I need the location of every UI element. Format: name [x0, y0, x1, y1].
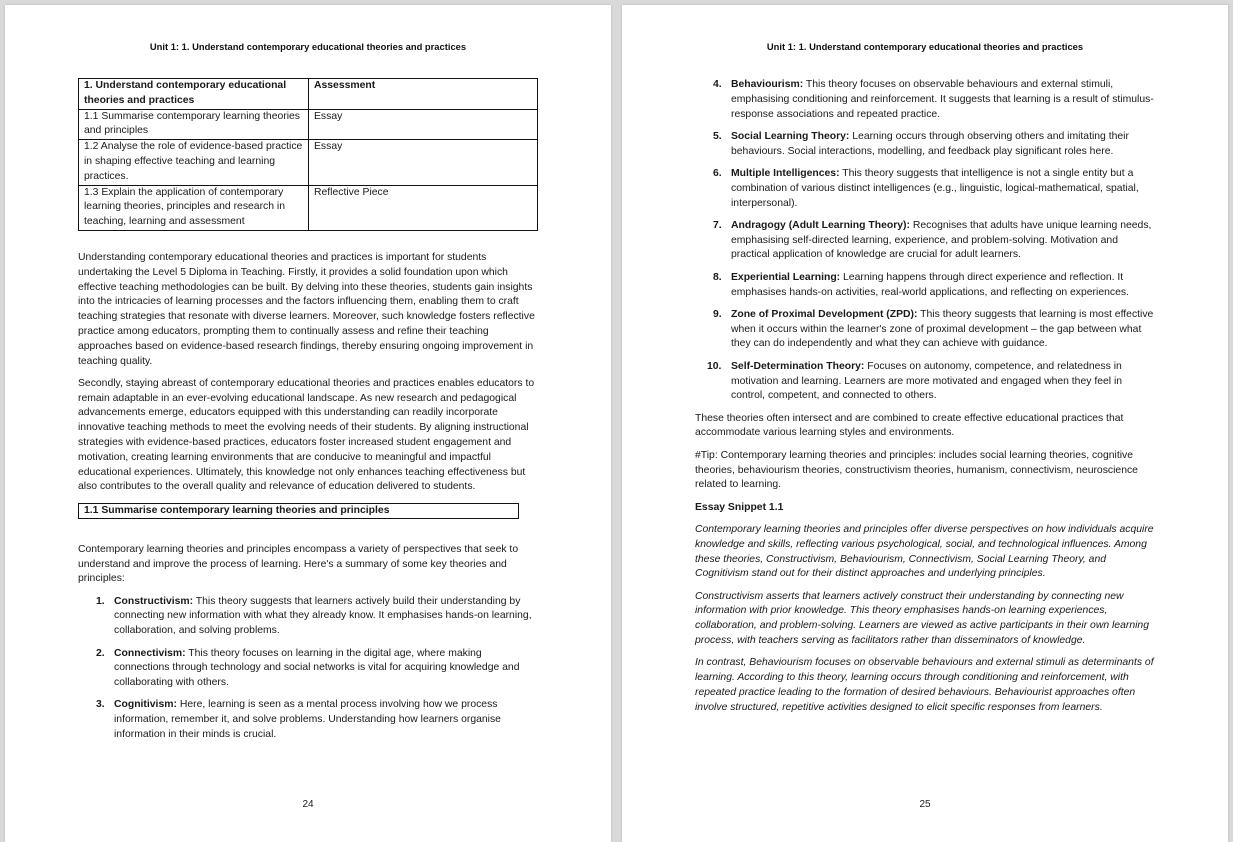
list-number: 6. — [713, 167, 722, 179]
list-number: 10. — [707, 360, 722, 372]
table-cell: Essay — [309, 140, 538, 185]
theory-text: Focuses on autonomy, competence, and relatedness in motivation and learning. Learners are more motivated and engaged when they feel in control, competent, and connected to others. — [731, 360, 1123, 402]
theory-text: Learning occurs through observing others and imitating their behaviours. Social interactions, modelling, and feedback play significant roles here. — [731, 130, 1129, 157]
list-item — [78, 595, 538, 639]
theory-term: Social Learning Theory: — [731, 130, 850, 142]
list-item — [695, 219, 1157, 263]
theory-term: Cognitivism: — [114, 699, 177, 711]
theory-text: This theory suggests that intelligence is not a single entity but a combination of various distinct intelligences (e.g., linguistic, logical-mathematical, spatial, interpersonal). — [731, 167, 1139, 209]
theory-term: Experiential Learning: — [731, 271, 841, 283]
body-paragraph: Understanding contemporary educational theories and practices is important for students undertaking the Level 5 Diploma in Teaching. Firstly, it provides a solid foundation upon which effective teaching methodologies can be built. By delving into these theories, students gain insights into the intricacies of learning processes and the factors influencing them, enabling them to craft teaching strategies that resonate with diverse learners. Moreover, such knowledge fosters reflective practice among educators, prompting them to continually assess and refine their teaching approaches based on evidence-based research findings, thereby ensuring ongoing improvement in teaching quality. — [78, 252, 535, 367]
running-header: Unit 1: 1. Understand contemporary educational theories and practices — [766, 41, 1084, 52]
table-row — [79, 185, 538, 230]
list-number: 7. — [713, 219, 722, 231]
theory-term: Andragogy (Adult Learning Theory): — [731, 219, 910, 231]
page-number: 24 — [302, 799, 314, 810]
list-item — [695, 167, 1157, 211]
theory-term: Behaviourism: — [731, 79, 804, 90]
page-25 — [622, 5, 1228, 842]
list-item — [78, 647, 538, 691]
table-row — [79, 140, 538, 185]
table-header-cell: 1. Understand contemporary educational theories and practices — [79, 79, 309, 110]
list-number: 4. — [713, 79, 722, 90]
theory-text: Recognises that adults have unique learning needs, emphasising self-directed learning, experience, and problem-solving. Motivation and practical application of knowledge are crucial for adult learners. — [731, 219, 1152, 261]
table-row — [79, 109, 538, 140]
theory-list — [78, 595, 538, 743]
list-number: 3. — [96, 699, 105, 711]
intro-paragraph: Contemporary learning theories and principles encompass a variety of perspectives that seek to understand and improve the process of learning. Here's a summary of some key theories and principles: — [78, 543, 519, 585]
theory-term: Connectivism: — [114, 647, 186, 659]
right-page-body — [695, 78, 1157, 723]
table-header-row — [79, 79, 538, 110]
essay-snippet-title: Essay Snippet 1.1 — [695, 501, 784, 513]
table-header-cell: Assessment — [309, 79, 538, 110]
table-cell: 1.2 Analyse the role of evidence-based practice in shaping effective teaching and learning practices. — [79, 140, 309, 185]
table-cell: 1.3 Explain the application of contemporary learning theories, principles and research in teaching, learning and assessment — [79, 185, 309, 230]
table-cell: Reflective Piece — [309, 185, 538, 230]
running-header: Unit 1: 1. Understand contemporary educational theories and practices — [149, 41, 467, 52]
theory-term: Self-Determination Theory: — [731, 360, 865, 372]
snippet-paragraph: Constructivism asserts that learners actively construct their understanding by connecting new information with prior knowledge. This theory emphasises hands-on learning experiences, collaboration, and problem-solving. Learners are viewed as active participants in their own learning process, with teachers serving as facilitators rather than disseminators of knowledge. — [695, 590, 1149, 646]
list-item — [78, 698, 538, 742]
list-number: 2. — [96, 647, 105, 659]
theory-term: Multiple Intelligences: — [731, 167, 840, 179]
table-cell: Essay — [309, 109, 538, 140]
tip-paragraph: #Tip: Contemporary learning theories and principles: includes social learning theories, cognitive theories, behaviourism theories, constructivism theories, humanism, connectivism, neuroscience related to learning. — [695, 449, 1138, 491]
snippet-paragraph: In contrast, Behaviourism focuses on observable behaviours and external stimuli as determinants of learning. According to this theory, learning occurs through conditioning and reinforcement, with repeated practice leading to the formation of desired behaviours. Behaviourist approaches often involve structured, repetitive activities designed to elicit specific responses from learners. — [695, 657, 1154, 713]
list-item — [695, 271, 1157, 301]
theory-text: Here, learning is seen as a mental process involving how we process information, remember it, and solve problems. Understanding how learners organise information in their minds is crucial. — [114, 699, 501, 741]
list-item — [695, 360, 1157, 404]
table-cell: 1.1 Summarise contemporary learning theories and principles — [79, 109, 309, 140]
list-number: 1. — [96, 595, 105, 607]
summary-paragraph: These theories often intersect and are combined to create effective educational practices that accommodate various learning styles and environments. — [695, 412, 1124, 439]
list-item — [695, 130, 1157, 160]
body-paragraph: Secondly, staying abreast of contemporary educational theories and practices enables educators to remain adaptable in an ever-evolving educational landscape. As new research and pedagogical advancements emerge, educators equipped with this understanding can readily incorporate innovative teaching methods to meet the evolving needs of their students. By aligning instructional strategies with evidence-based practices, educators foster increased student engagement and motivation, creating learning environments that are conducive to meaningful and impactful educational experiences. Ultimately, this knowledge not only enhances teaching effectiveness but also contributes to the overall quality and relevance of education delivered to students. — [78, 377, 535, 493]
theory-text: Learning happens through direct experience and reflection. It emphasises hands-on activities, real-world applications, and reflecting on experiences. — [731, 271, 1129, 298]
list-item — [695, 78, 1157, 122]
theory-text: This theory focuses on learning in the digital age, where making connections through technology and social networks is vital for acquiring knowledge and collaborating with others. — [114, 647, 520, 689]
list-item — [695, 308, 1157, 352]
theory-term: Zone of Proximal Development (ZPD): — [731, 308, 918, 320]
theory-text: This theory focuses on observable behaviours and external stimuli, emphasising conditioning and reinforcement. It suggests that learning is a result of stimulus-response associations and repeated practice. — [731, 79, 1154, 120]
page-number: 25 — [919, 799, 931, 810]
list-number: 8. — [713, 271, 722, 283]
list-number: 9. — [713, 308, 722, 320]
page-24 — [5, 5, 611, 842]
list-number: 5. — [713, 130, 722, 142]
theory-text: This theory suggests that learners actively build their understanding by connecting new information with what they already know. It emphasises hands-on learning, collaboration, and solving problems. — [114, 595, 532, 637]
section-heading-box: 1.1 Summarise contemporary learning theories and principles — [78, 503, 519, 519]
snippet-paragraph: Contemporary learning theories and principles offer diverse perspectives on how individuals acquire knowledge and skills, reflecting various psychological, social, and technological influences. Among these theories, Constructivism, Behaviourism, Connectivism, Social Learning Theory, and Cognitivism stand out for their distinct approaches and underlying principles. — [695, 523, 1154, 580]
left-page-body — [78, 251, 538, 750]
theory-list — [695, 78, 1157, 404]
theory-term: Constructivism: — [114, 595, 194, 607]
assessment-table — [78, 78, 538, 231]
theory-text: This theory suggests that learning is most effective when it occurs within the learner's zone of proximal development – the gap between what they can do independently and what they can achieve with guidance. — [731, 308, 1154, 350]
